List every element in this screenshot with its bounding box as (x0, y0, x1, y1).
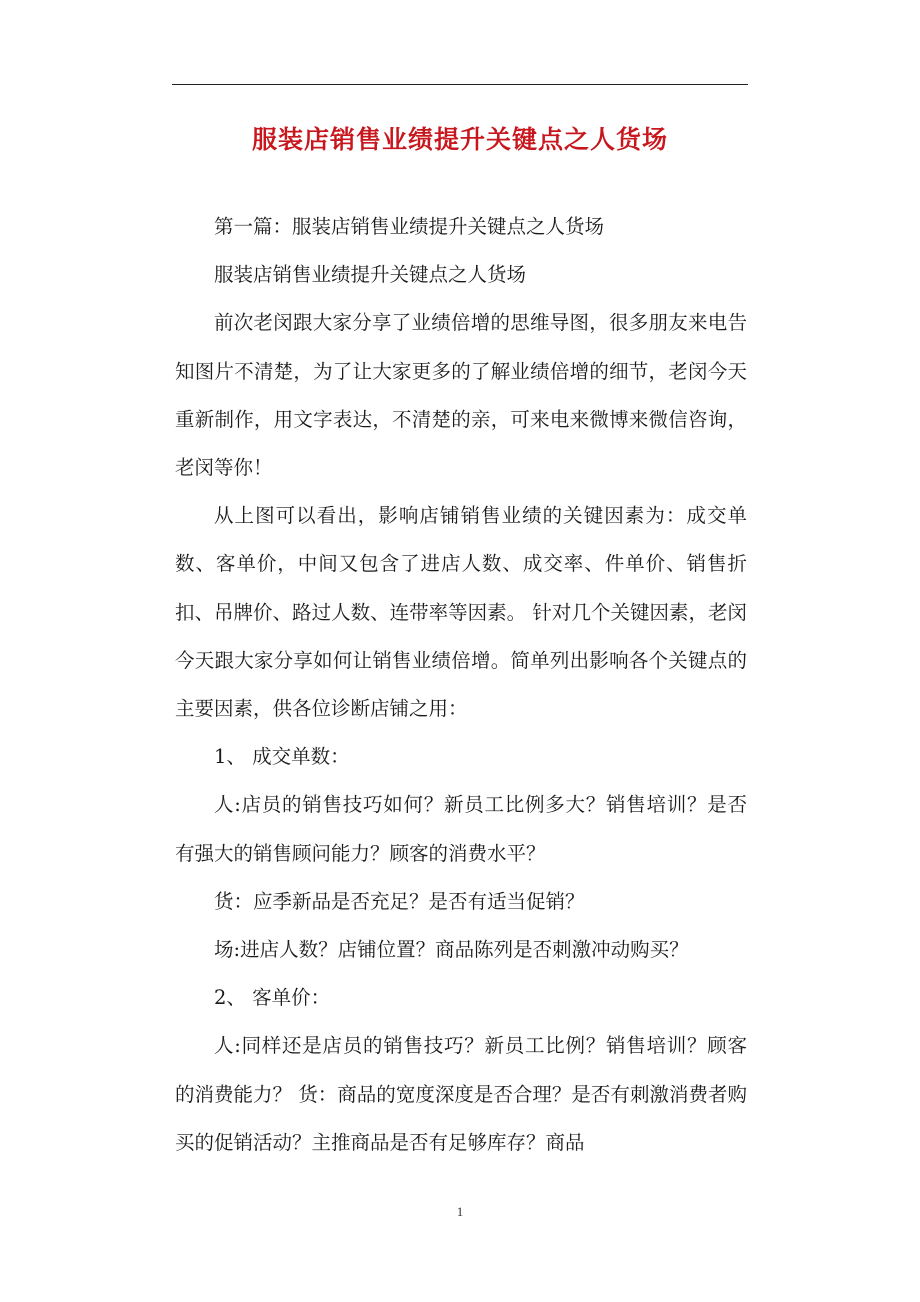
header-rule (172, 84, 748, 85)
document-title: 服装店销售业绩提升关键点之人货场 (251, 125, 668, 154)
paragraph: 前次老闵跟大家分享了业绩倍增的思维导图，很多朋友来电告知图片不清楚，为了让大家更多的了解业绩倍增的细节，老闵今天重新制作，用文字表达，不清楚的亲，可来电来微博来微信咨询，老闵等你！ (175, 311, 747, 480)
paragraph: 人:同样还是店员的销售技巧？新员工比例？销售培训？顾客的消费能力？ 货：商品的宽度深度是否合理？是否有刺激消费者购买的促销活动？主推商品是否有足够库存？商品 (175, 1034, 747, 1154)
page-number: 1 (456, 1204, 464, 1219)
paragraph: 货：应季新品是否充足？是否有适当促销？ (214, 889, 585, 913)
paragraph: 服装店销售业绩提升关键点之人货场 (214, 263, 527, 287)
paragraph: 场:进店人数？店铺位置？商品陈列是否刺激冲动购买？ (214, 938, 689, 962)
paragraph: 人:店员的销售技巧如何？新员工比例多大？销售培训？是否有强大的销售顾问能力？顾客的消费水平？ (175, 793, 747, 865)
paragraph: 2、 客单价： (214, 986, 331, 1010)
document-body (175, 203, 747, 1167)
paragraph: 从上图可以看出，影响店铺销售业绩的关键因素为：成交单数、客单价，中间又包含了进店人数、成交率、件单价、销售折扣、吊牌价、路过人数、连带率等因素。 针对几个关键因素，老闵今天跟大家分享如何让销售业绩倍增。简单列出影响各个关键点的主要因素，供各位诊断店铺之用： (175, 504, 747, 721)
paragraph: 1、 成交单数： (214, 745, 350, 769)
paragraph: 第一篇：服装店销售业绩提升关键点之人货场 (214, 215, 605, 238)
